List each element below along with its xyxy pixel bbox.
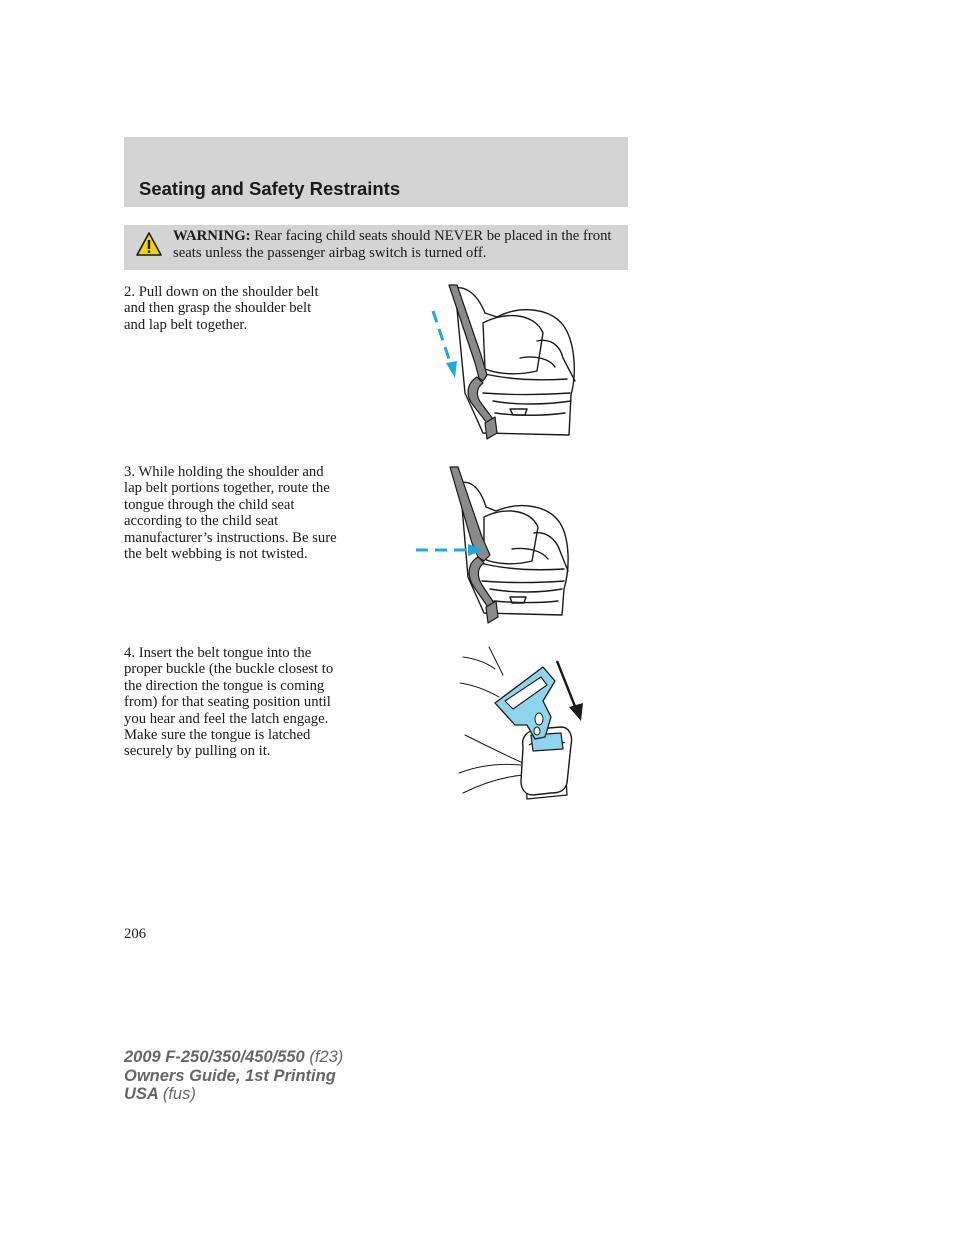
step-line: lap belt portions together, route the [124,480,330,497]
step-line: Make sure the tongue is latched [124,727,311,744]
step-line: and lap belt together. [124,316,248,333]
warning-box [124,225,628,270]
footer-model-code: (f23) [309,1048,344,1066]
step-line: proper buckle (the buckle closest to [124,661,334,678]
step-line: manufacturer’s instructions. Be sure [124,529,337,546]
warning-body: Rear facing child seats should NEVER be placed in the front seats unless the passenger airbag switch is turned off. [173,228,612,261]
step-line: 3. While holding the shoulder and [124,464,324,480]
step-line: tongue through the child seat [124,496,295,513]
warning-triangle-icon [136,231,162,257]
footer-line-2: Owners Guide, 1st Printing [124,1066,336,1085]
step-line: you hear and feel the latch engage. [124,710,329,727]
page-number: 206 [124,926,147,942]
step-3-text [124,464,337,562]
step-2-text [124,284,319,333]
figure-pull-shoulder-belt [425,283,585,448]
footer-line-1 [124,1048,343,1067]
step-line: and then grasp the shoulder belt [124,300,312,317]
step-line: securely by pulling on it. [124,743,271,760]
step-line: the belt webbing is not twisted. [124,546,308,563]
figure-insert-belt-tongue [455,645,590,805]
footer-market: USA [124,1085,159,1103]
step-line: the direction the tongue is coming [124,677,325,694]
step-line: 4. Insert the belt tongue into the [124,645,312,661]
footer-model: 2009 F-250/350/450/550 [124,1048,305,1066]
warning-label: WARNING: [173,228,251,244]
warning-text [173,228,618,262]
step-line: 2. Pull down on the shoulder belt [124,284,319,300]
footer-print-info [124,1048,343,1104]
section-title: Seating and Safety Restraints [139,178,401,199]
step-line: according to the child seat [124,513,279,530]
footer-line-3 [124,1085,343,1104]
step-4-text [124,645,333,760]
step-line: from) for that seating position until [124,694,331,711]
section-header [124,137,628,207]
footer-market-code: (fus) [162,1085,196,1103]
figure-route-belt-tongue [412,465,577,630]
